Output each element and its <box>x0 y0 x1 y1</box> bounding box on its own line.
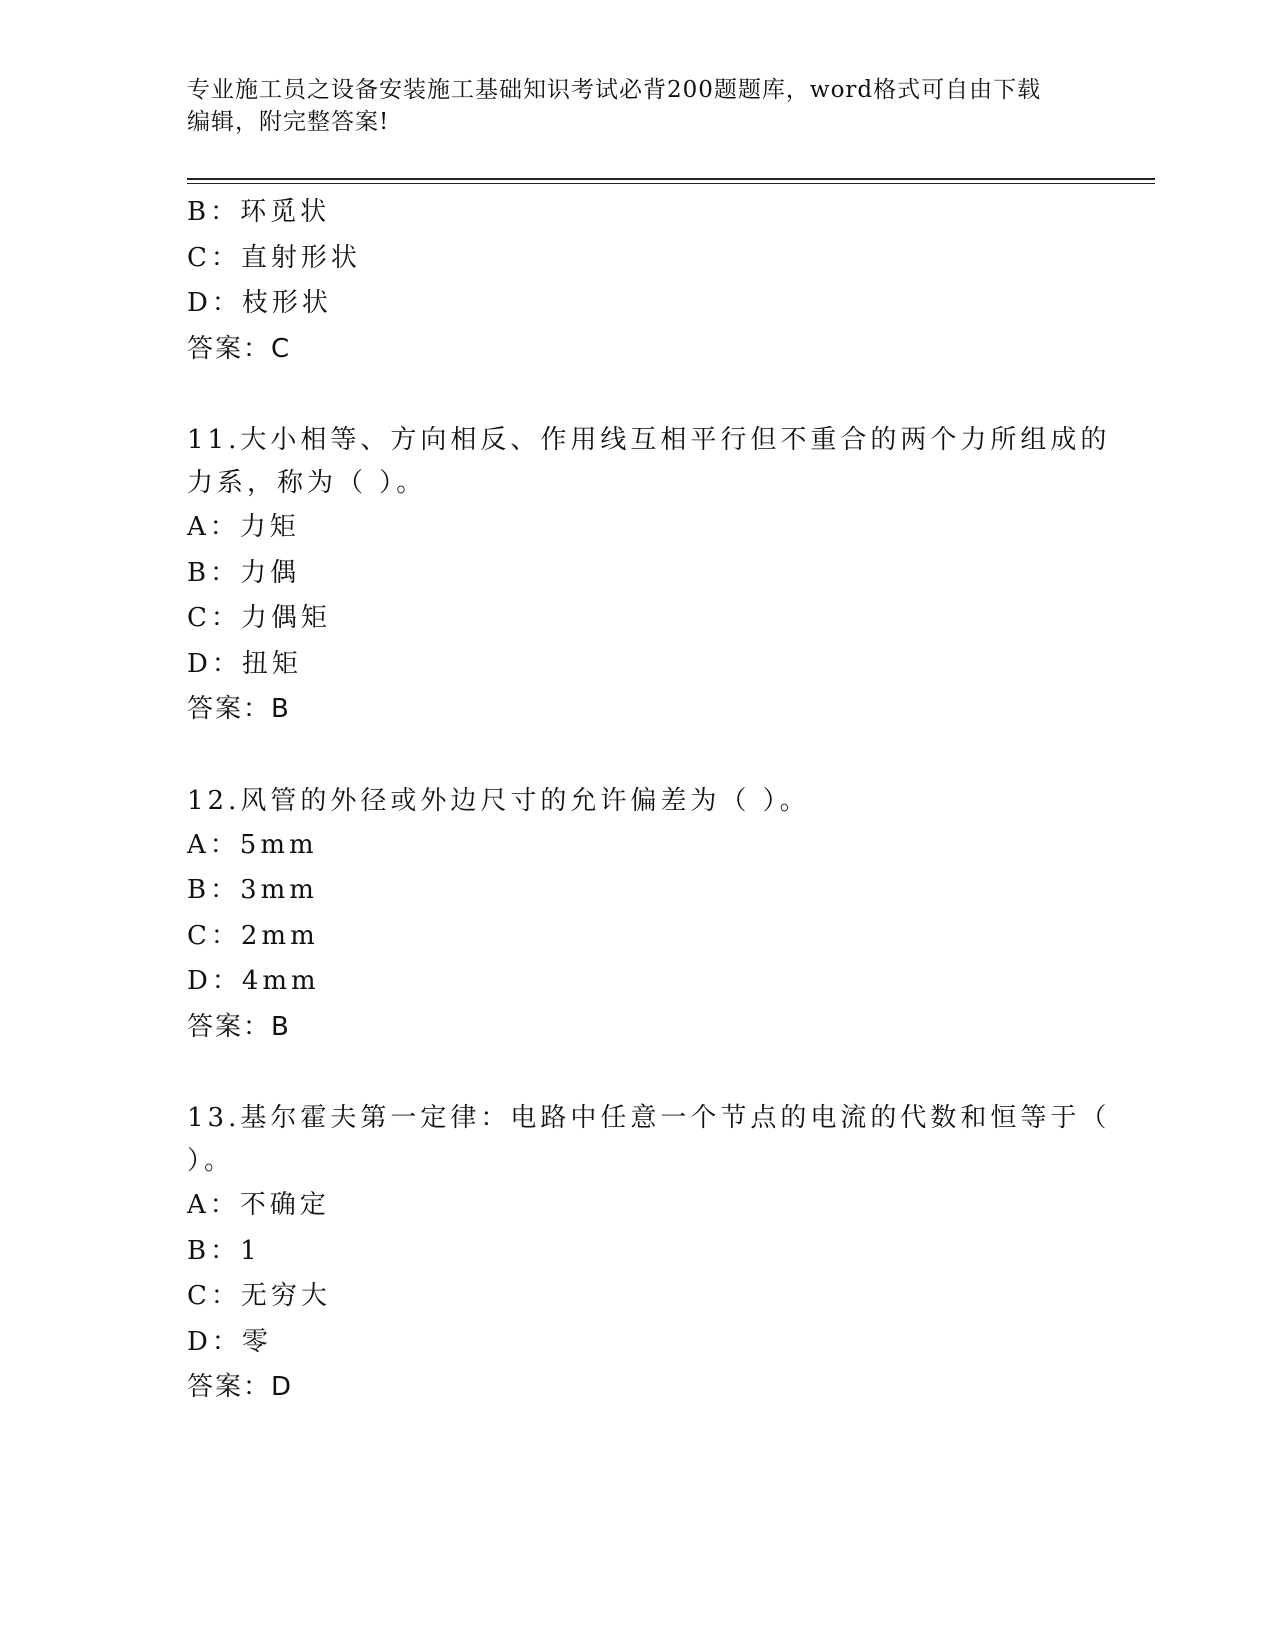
question-block-13 <box>187 1097 1111 1411</box>
option-b: B：1 <box>187 1235 261 1266</box>
document-header <box>187 74 1087 138</box>
option-a: A：5mm <box>187 829 318 860</box>
answer-line: 答案：C <box>187 333 292 364</box>
spacer <box>187 733 1087 780</box>
question-list <box>187 190 1111 1411</box>
spacer <box>187 1050 1087 1097</box>
question-stem: 12.风管的外径或外边尺寸的允许偏差为（ ）。 <box>187 785 810 816</box>
option-c: C：无穷大 <box>187 1281 331 1311</box>
header-divider-thick <box>187 178 1155 180</box>
question-stem: ）。 <box>187 1146 235 1176</box>
header-divider-thin <box>187 183 1155 184</box>
option-d: D：零 <box>187 1326 272 1357</box>
option-b: B：力偶 <box>187 557 301 588</box>
option-b: B：3mm <box>187 875 318 905</box>
option-d: D：4mm <box>187 966 320 996</box>
option-d: D：枝形状 <box>187 288 332 318</box>
spacer <box>187 372 1087 419</box>
option-b: B：环觅状 <box>187 197 331 227</box>
question-block-12 <box>187 780 1087 1051</box>
option-c: C：直射形状 <box>187 242 361 273</box>
question-block-partial <box>187 190 1087 372</box>
question-block-11 <box>187 419 1111 733</box>
option-a: A：不确定 <box>187 1190 330 1220</box>
option-c: C：力偶矩 <box>187 603 331 633</box>
question-stem: 力系，称为（ ）。 <box>187 468 427 498</box>
question-stem: 13.基尔霍夫第一定律：电路中任意一个节点的电流的代数和恒等于（ <box>187 1103 1111 1133</box>
answer-line: 答案：B <box>187 694 291 724</box>
option-c: C：2mm <box>187 920 319 951</box>
answer-line: 答案：B <box>187 1011 291 1042</box>
header-line-2: 编辑，附完整答案! <box>187 109 390 135</box>
question-stem: 11.大小相等、方向相反、作用线互相平行但不重合的两个力所组成的 <box>187 425 1111 455</box>
option-a: A：力矩 <box>187 512 300 542</box>
option-d: D：扭矩 <box>187 648 302 679</box>
answer-line: 答案：D <box>187 1372 294 1402</box>
header-line-1: 专业施工员之设备安装施工基础知识考试必背200题题库，word格式可自由下载 <box>187 77 1042 103</box>
